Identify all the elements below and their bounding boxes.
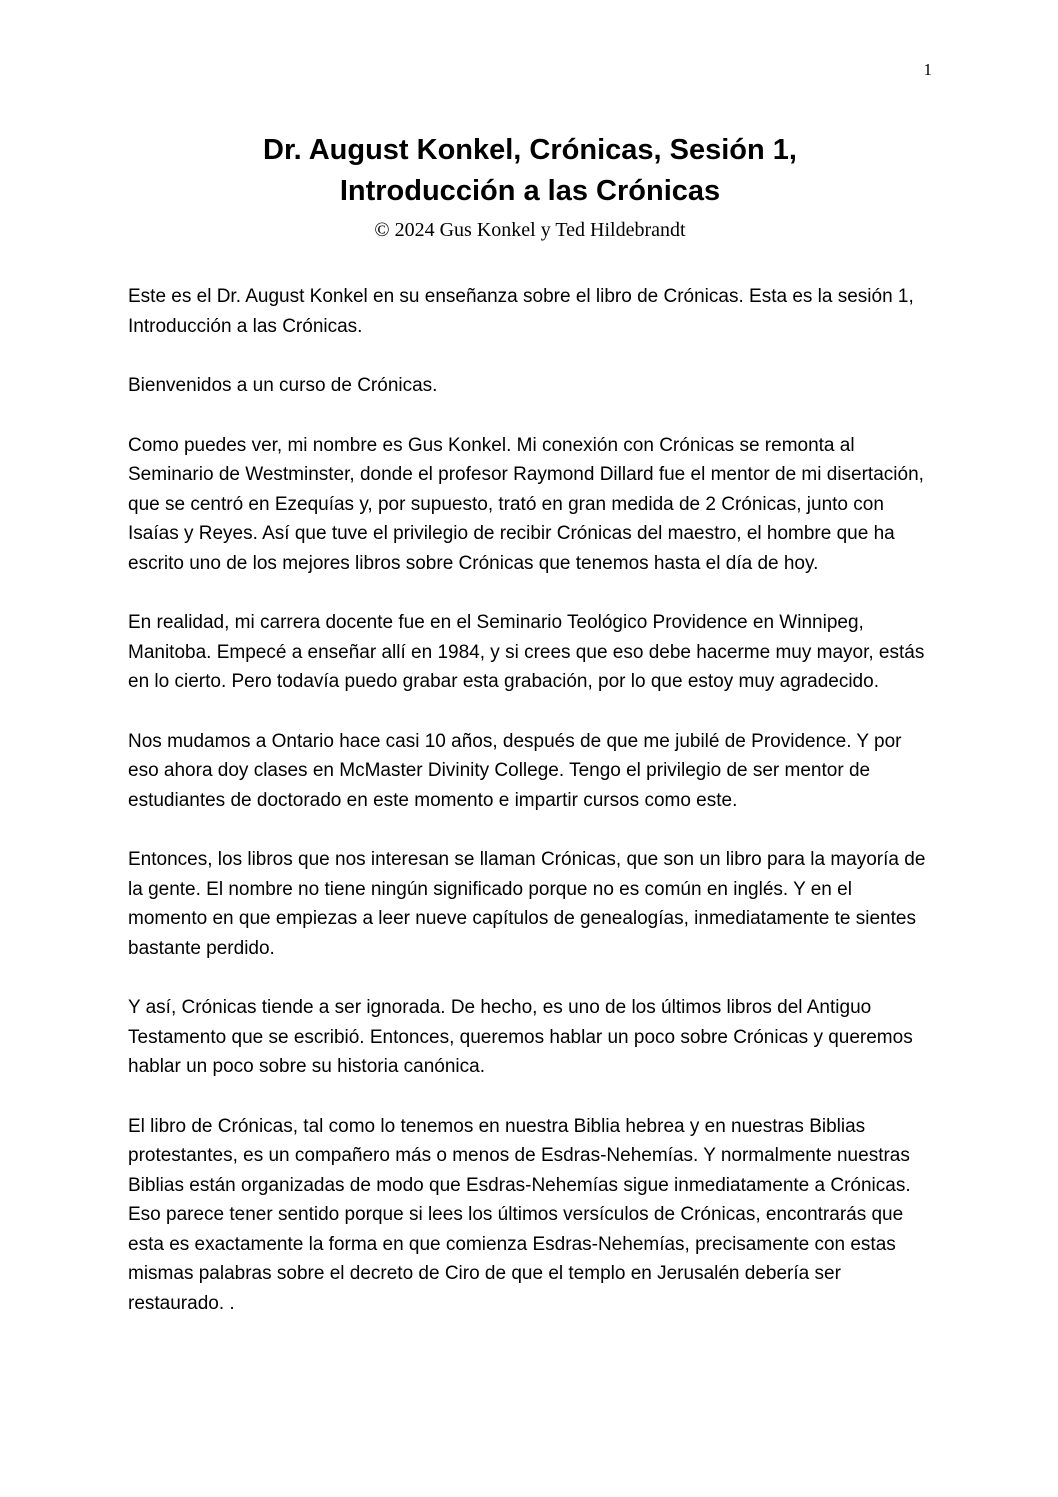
paragraph: Este es el Dr. August Konkel en su enseñanza sobre el libro de Crónicas. Esta es la sesión 1, Introducción a las Crónicas. xyxy=(128,286,914,337)
paragraph: Entonces, los libros que nos interesan se llaman Crónicas, que son un libro para la mayoría de la gente. El nombre no tiene ningún significado porque no es común en inglés. Y en el momento en que empiezas a leer nueve capítulos de genealogías, inmediatamente te sientes bastante perdido. xyxy=(128,849,926,959)
page-number: 1 xyxy=(923,60,932,79)
paragraph: Nos mudamos a Ontario hace casi 10 años, después de que me jubilé de Providence. Y por eso ahora doy clases en McMaster Divinity College. Tengo el privilegio de ser mentor de estudiantes de doctorado en este momento e impartir cursos como este. xyxy=(128,730,902,811)
document-title-line2: Introducción a las Crónicas xyxy=(339,175,721,207)
document-body xyxy=(128,282,932,1318)
document-title-line1: Dr. August Konkel, Crónicas, Sesión 1, xyxy=(263,134,797,166)
copyright-line: © 2024 Gus Konkel y Ted Hildebrandt xyxy=(374,219,686,241)
paragraph: El libro de Crónicas, tal como lo tenemos en nuestra Biblia hebrea y en nuestras Biblias protestantes, es un compañero más o menos de Esdras-Nehemías. Y normalmente nuestras Biblias están organizadas de modo que Esdras-Nehemías sigue inmediatamente a Crónicas. Eso parece tener sentido porque si lees los últimos versículos de Crónicas, encontrarás que esta es exactamente la forma en que comienza Esdras-Nehemías, precisamente con estas mismas palabras sobre el decreto de Ciro de que el templo en Jerusalén debería ser restaurado. . xyxy=(128,1115,911,1314)
paragraph: Y así, Crónicas tiende a ser ignorada. De hecho, es uno de los últimos libros del Antiguo Testamento que se escribió. Entonces, queremos hablar un poco sobre Crónicas y queremos hablar un poco sobre su historia canónica. xyxy=(128,997,913,1077)
paragraph: En realidad, mi carrera docente fue en el Seminario Teológico Providence en Winnipeg, Manitoba. Empecé a enseñar allí en 1984, y si crees que eso debe hacerme muy mayor, estás en lo cierto. Pero todavía puedo grabar esta grabación, por lo que estoy muy agradecido. xyxy=(128,612,925,692)
document-title xyxy=(128,130,932,212)
paragraph: Como puedes ver, mi nombre es Gus Konkel. Mi conexión con Crónicas se remonta al Seminario de Westminster, donde el profesor Raymond Dillard fue el mentor de mi disertación, que se centró en Ezequías y, por supuesto, trató en gran medida de 2 Crónicas, junto con Isaías y Reyes. Así que tuve el privilegio de recibir Crónicas del maestro, el hombre que ha escrito uno de los mejores libros sobre Crónicas que tenemos hasta el día de hoy. xyxy=(128,434,924,574)
paragraph: Bienvenidos a un curso de Crónicas. xyxy=(128,375,438,396)
